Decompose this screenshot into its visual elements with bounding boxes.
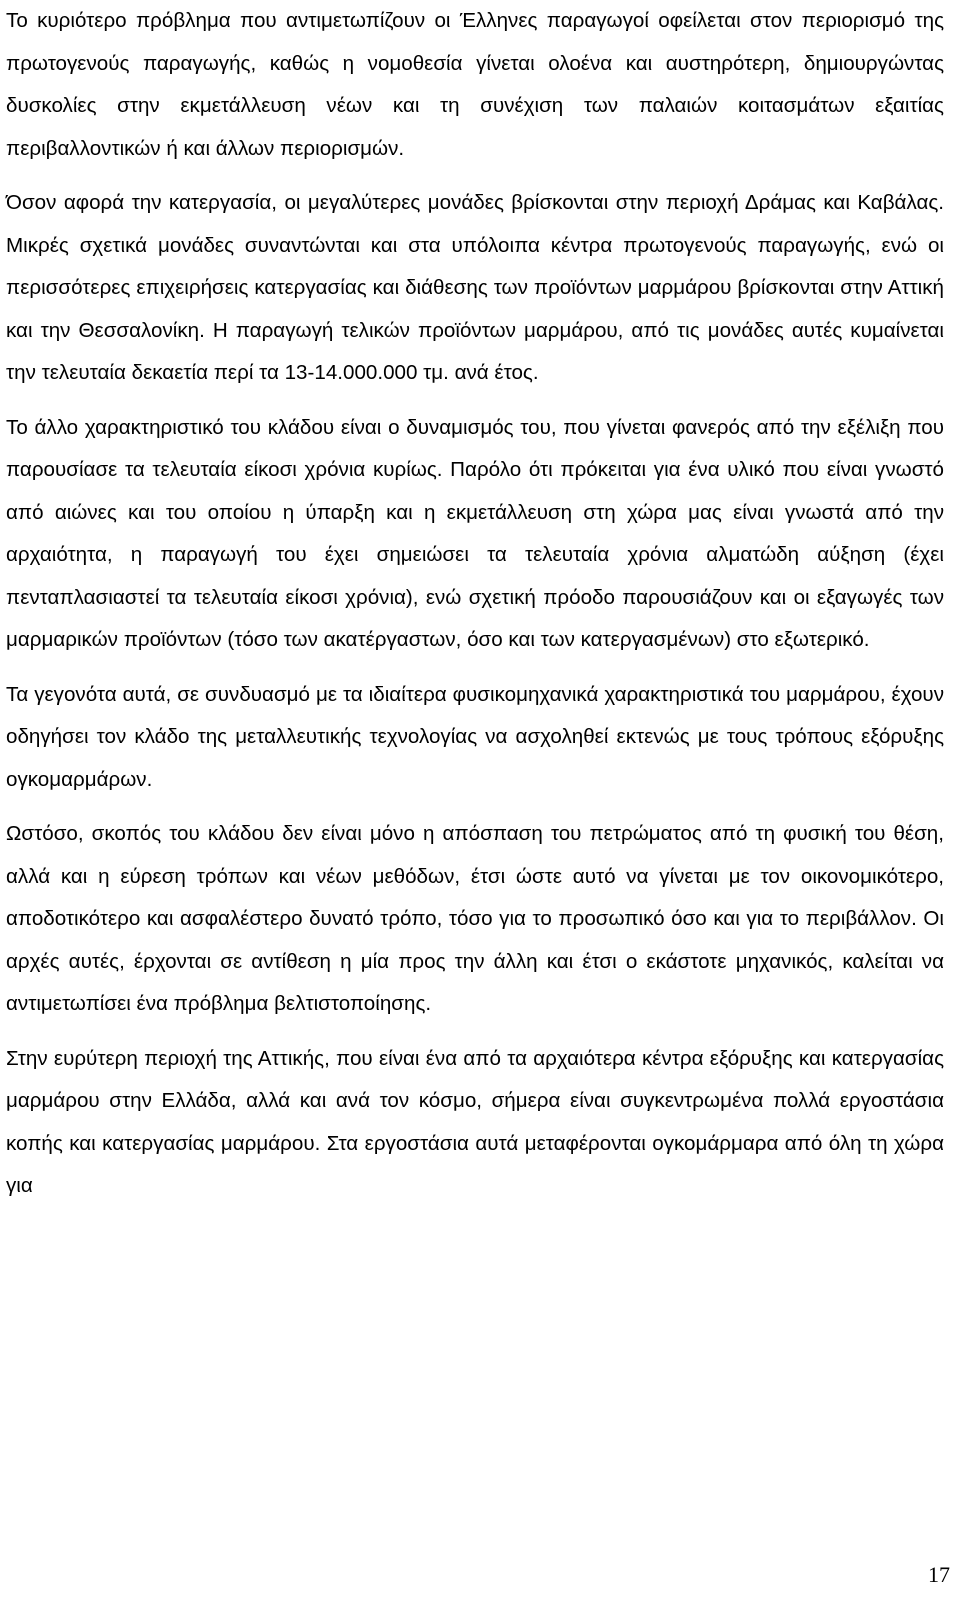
paragraph-production-problem: Το κυριότερο πρόβλημα που αντιμετωπίζουν οι Έλληνες παραγωγοί οφείλεται στον περιορισμό της πρωτογενούς παραγωγής, καθώς η νομοθεσία γίνεται ολοένα και αυστηρότερη, δημιουργώντας δυσκολίες στην εκμετάλλευση νέων και τη συνέχιση των παλαιών κοιτασμάτων εξαιτίας περιβαλλοντικών ή και άλλων περιορισμών. <box>6 9 944 160</box>
paragraph-processing-units: Όσον αφορά την κατεργασία, οι μεγαλύτερες μονάδες βρίσκονται στην περιοχή Δράμας και Καβάλας. Μικρές σχετικά μονάδες συναντώνται και στα υπόλοιπα κέντρα πρωτογενούς παραγωγής, ενώ οι περισσότερες επιχειρήσεις κατεργασίας και διάθεσης των προϊόντων μαρμάρου βρίσκονται στην Αττική και την Θεσσαλονίκη. Η παραγωγή τελικών προϊόντων μαρμάρου, από τις μονάδες αυτές κυμαίνεται την τελευταία δεκαετία περί τα 13-14.000.000 τμ. ανά έτος. <box>6 191 944 384</box>
paragraph-optimization-problem: Ωστόσο, σκοπός του κλάδου δεν είναι μόνο η απόσπαση του πετρώματος από τη φυσική του θέση, αλλά και η εύρεση τρόπων και νέων μεθόδων, έτσι ώστε αυτό να γίνεται με τον οικονομικότερο, αποδοτικότερο και ασφαλέστερο δυνατό τρόπο, τόσο για το προσωπικό όσο και για το περιβάλλον. Οι αρχές αυτές, έρχονται σε αντίθεση η μία προς την άλλη και έτσι ο εκάστοτε μηχανικός, καλείται να αντιμετωπίσει ένα πρόβλημα βελτιστοποίησης. <box>6 822 944 1015</box>
paragraph-attica-factories: Στην ευρύτερη περιοχή της Αττικής, που είναι ένα από τα αρχαιότερα κέντρα εξόρυξης και κατεργασίας μαρμάρου στην Ελλάδα, αλλά και ανά τον κόσμο, σήμερα είναι συγκεντρωμένα πολλά εργοστάσια κοπής και κατεργασίας μαρμάρου. Στα εργοστάσια αυτά μεταφέρονται ογκομάρμαρα από όλη τη χώρα για <box>6 1046 944 1197</box>
document-body <box>6 0 944 1220</box>
paragraph-sector-dynamism: Το άλλο χαρακτηριστικό του κλάδου είναι ο δυναμισμός του, που γίνεται φανερός από την εξέλιξη που παρουσίασε τα τελευταία είκοσι χρόνια κυρίως. Παρόλο ότι πρόκειται για ένα υλικό που είναι γνωστό από αιώνες και του οποίου η ύπαρξη και η εκμετάλλευση στη χώρα μας είναι γνωστά από την αρχαιότητα, η παραγωγή του έχει σημειώσει τα τελευταία χρόνια αλματώδη αύξηση (έχει πενταπλασιαστεί τα τελευταία είκοσι χρόνια), ενώ σχετική πρόοδο παρουσιάζουν και οι εξαγωγές των μαρμαρικών προϊόντων (τόσο των ακατέργαστων, όσο και των κατεργασμένων) στο εξωτερικό. <box>6 415 944 651</box>
page-number: 17 <box>928 1562 950 1587</box>
paragraph-mining-technology: Τα γεγονότα αυτά, σε συνδυασμό με τα ιδιαίτερα φυσικομηχανικά χαρακτηριστικά του μαρμάρου, έχουν οδηγήσει τον κλάδο της μεταλλευτικής τεχνολογίας να ασχοληθεί εκτενώς με τους τρόπους εξόρυξης ογκομαρμάρων. <box>6 682 944 791</box>
